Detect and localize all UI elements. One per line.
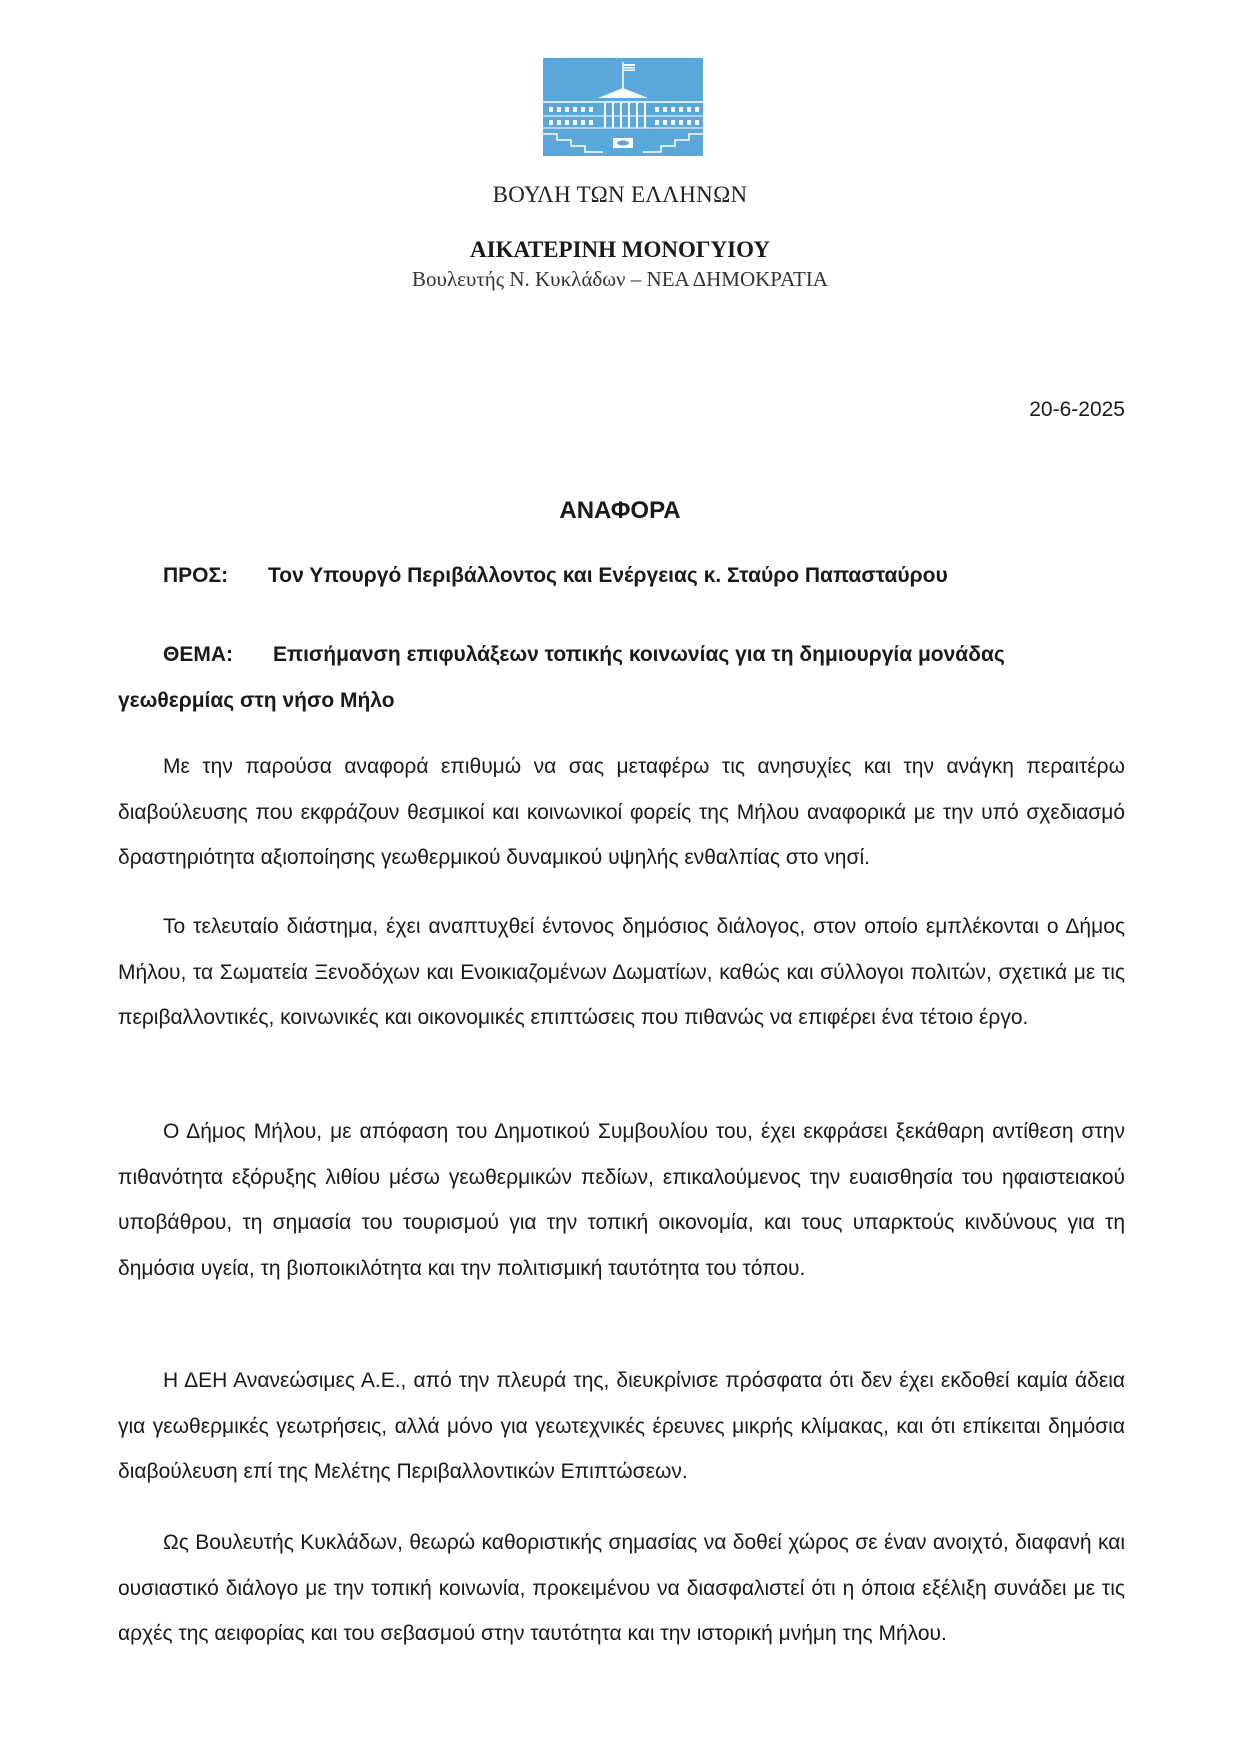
subject-row xyxy=(118,632,1125,724)
body-paragraph-1: Με την παρούσα αναφορά επιθυμώ να σας μεταφέρω τις ανησυχίες και την ανάγκη περαιτέρω διαβούλευσης που εκφράζουν θεσμικοί και κοινωνικοί φορείς της Μήλου αναφορικά με την υπό σχεδιασμό δραστηριότητα αξιοποίησης γεωθερμικού δυναμικού υψηλής ενθαλπίας στο νησί. xyxy=(118,755,1125,869)
mp-name: ΑΙΚΑΤΕΡΙΝΗ ΜΟΝΟΓΥΙΟΥ xyxy=(470,237,770,262)
body-paragraph-2: Το τελευταίο διάστημα, έχει αναπτυχθεί έντονος δημόσιος διάλογος, στον οποίο εμπλέκονται ο Δήμος Μήλου, τα Σωματεία Ξενοδόχων και Ενοικιαζομένων Δωματίων, καθώς και σύλλογοι πολιτών, σχετικά με τις περιβαλλοντικές, κοινωνικές και οικονομικές επιπτώσεις που πιθανώς να επιφέρει ένα τέτοιο έργο. xyxy=(118,915,1125,1029)
document-title: ΑΝΑΦΟΡΑ xyxy=(559,497,681,524)
recipient-row xyxy=(163,564,948,588)
body-paragraph-5: Ως Βουλευτής Κυκλάδων, θεωρώ καθοριστικής σημασίας να δοθεί χώρος σε έναν ανοιχτό, διαφανή και ουσιαστικό διάλογο με την τοπική κοινωνία, προκειμένου να διασφαλιστεί ότι η όποια εξέλιξη συνάδει με τις αρχές της αειφορίας και του σεβασμού στην ταυτότητα και την ιστορική μνήμη της Μήλου. xyxy=(118,1531,1125,1645)
body-paragraph-3: Ο Δήμος Μήλου, με απόφαση του Δημοτικού Συμβουλίου του, έχει εκφράσει ξεκάθαρη αντίθεση στην πιθανότητα εξόρυξης λιθίου μέσω γεωθερμικών πεδίων, επικαλούμενος την ευαισθησία του ηφαιστειακού υποβάθρου, τη σημασία του τουρισμού για την τοπική οικονομία, και τους υπαρκτούς κινδύνους για τη δημόσια υγεία, τη βιοποικιλότητα και την πολιτισμική ταυτότητα του τόπου. xyxy=(118,1120,1125,1280)
recipient-label: ΠΡΟΣ: xyxy=(163,564,229,587)
subject-value: Επισήμανση επιφυλάξεων τοπικής κοινωνίας για τη δημιουργία μονάδας γεωθερμίας στη νήσο Μήλο xyxy=(118,643,1005,712)
hellenic-parliament-emblem-icon xyxy=(543,58,703,156)
mp-title: Βουλευτής Ν. Κυκλάδων – ΝΕΑ ΔΗΜΟΚΡΑΤΙΑ xyxy=(412,267,828,291)
recipient-value: Τον Υπουργό Περιβάλλοντος και Ενέργειας κ. Σταύρο Παπασταύρου xyxy=(268,564,948,587)
parliament-name: ΒΟΥΛΗ ΤΩΝ ΕΛΛΗΝΩΝ xyxy=(492,182,748,207)
document-date: 20-6-2025 xyxy=(1029,398,1125,421)
subject-label: ΘΕΜΑ: xyxy=(163,643,233,666)
body-paragraph-4: Η ΔΕΗ Ανανεώσιμες Α.Ε., από την πλευρά της, διευκρίνισε πρόσφατα ότι δεν έχει εκδοθεί καμία άδεια για γεωθερμικές γεωτρήσεις, αλλά μόνο για γεωτεχνικές έρευνες μικρής κλίμακας, και ότι επίκειται δημόσια διαβούλευση επί της Μελέτης Περιβαλλοντικών Επιπτώσεων. xyxy=(118,1369,1125,1483)
